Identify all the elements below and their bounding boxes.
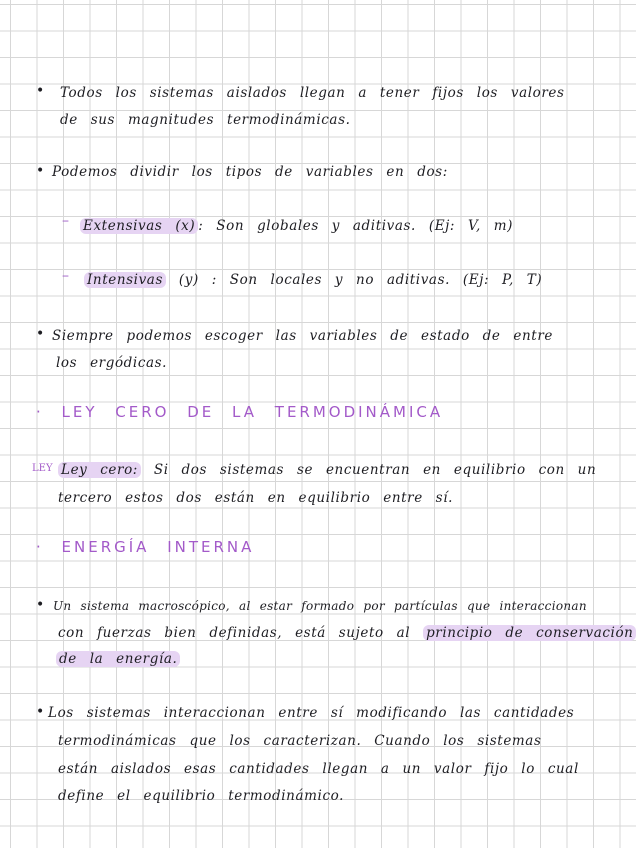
note-line: Los sistemas interaccionan entre sí modificando las cantidades	[48, 705, 575, 721]
extensivas-term: Extensivas (x)	[80, 218, 198, 234]
note-line: de sus magnitudes termodinámicas.	[60, 112, 351, 128]
dash-marker: –	[62, 213, 69, 229]
note-line: los ergódicas.	[56, 355, 168, 371]
note-line	[58, 624, 636, 642]
dash-marker: –	[62, 268, 69, 284]
note-line: Podemos dividir los tipos de variables en dos:	[52, 164, 448, 180]
principle-lead: con fuerzas bien definidas, está sujeto al	[58, 625, 424, 641]
bullet-dot: •	[36, 163, 45, 179]
intensivas-line	[84, 271, 542, 289]
extensivas-line	[80, 217, 513, 235]
extensivas-definition: : Son globales y aditivas. (Ej: V, m)	[198, 218, 514, 234]
bullet-dot: •	[36, 83, 45, 99]
ley-cero-term: Ley cero:	[58, 462, 141, 478]
ley-cero-text: Si dos sistemas se encuentran en equilibrio con un	[140, 462, 597, 478]
note-line: Todos los sistemas aislados llegan a tener fijos los valores	[60, 85, 565, 101]
note-line: tercero estos dos están en equilibrio entre sí.	[58, 490, 454, 506]
principle-highlight: de la energía.	[56, 651, 180, 667]
note-line: define el equilibrio termodinámico.	[58, 788, 344, 804]
note-line: termodinámicas que los caracterizan. Cuando los sistemas	[58, 733, 542, 749]
section-heading: · ENERGÍA INTERNA	[36, 538, 255, 556]
note-line: están aislados esas cantidades llegan a un valor fijo lo cual	[58, 761, 579, 777]
section-heading: · LEY CERO DE LA TERMODINÁMICA	[36, 403, 444, 421]
intensivas-term: Intensivas	[84, 272, 166, 288]
bullet-dot: •	[36, 704, 45, 720]
ley-cero-line	[58, 461, 596, 479]
note-line: Un sistema macroscópico, al estar formado por partículas que interaccionan	[53, 599, 587, 613]
note-line: Siempre podemos escoger las variables de estado de entre	[52, 328, 553, 344]
margin-tag: LEY	[32, 463, 53, 474]
note-line	[56, 650, 180, 668]
bullet-dot: •	[36, 597, 45, 613]
intensivas-definition: (y) : Son locales y no aditivas. (Ej: P, T)	[166, 272, 543, 288]
principle-highlight: principio de conservación	[423, 625, 636, 641]
bullet-dot: •	[36, 326, 45, 342]
